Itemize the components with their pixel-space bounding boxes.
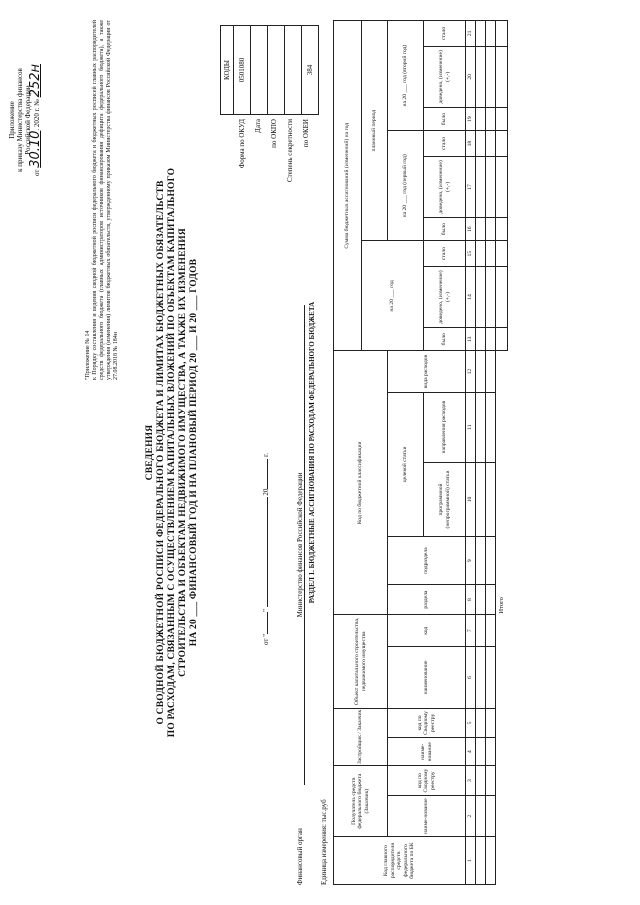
title-line-1: СВЕДЕНИЯ [145,424,155,481]
column-number-19: 19 [466,107,476,130]
table-cell [486,107,496,130]
date-year: 20 [262,488,270,496]
col-sum-header: Сумма бюджетных ассигнований (изменений) на год [334,21,362,351]
col-second-year: на 20 ___ год (второй год) [388,21,424,131]
table-cell [486,615,496,647]
col-vid: вида расходов [388,351,466,392]
table-cell [476,131,486,157]
col-object-name: наименование [388,647,466,708]
column-number-10: 10 [466,462,476,537]
table-cell [486,585,496,615]
col-main-code: Код главного распорядителя средств федерального бюджета по БК [334,837,466,885]
col-object-code: код [388,615,466,647]
col-recipient: Получатель средств федерального бюджета (Заказчик) [334,766,388,837]
table-cell [476,351,486,392]
table-cell [476,46,486,107]
column-number-21: 21 [466,21,476,47]
appendix14-title: "Приложение № 14 [85,330,91,380]
table-cell [486,837,496,885]
title-line-3: ПО РАСХОДАМ, СВЯЗАННЫМ С ОСУЩЕСТВЛЕНИЕМ КАПИТАЛЬНЫХ ВЛОЖЕНИЙ ПО ОБЪЕКТАМ КАПИТАЛЬНОГО [167,167,177,738]
order-date-handwritten: 30.10 [28,130,43,168]
table-cell [486,766,496,796]
column-number-4: 4 [466,738,476,766]
column-number-11: 11 [466,392,476,462]
order-line: к приказу Министерства финансов [16,68,24,172]
table-cell [486,537,496,585]
table-cell [476,615,486,647]
order-date-prefix: от [33,169,41,177]
codes-header: КОДЫ [221,26,234,115]
code-okud: 0501080 [234,26,251,115]
code-date [251,26,268,115]
col-bk-code: Код по бюджетной классификации [334,351,388,615]
table-cell [486,266,496,327]
col-y2-was: было [424,107,466,130]
table-cell [486,46,496,107]
column-number-17: 17 [466,156,476,217]
table-cell [486,328,496,351]
col-podrazdel: подраздела [388,537,466,585]
table-cell [486,218,496,241]
col-y2-became: стало [424,21,466,47]
column-number-20: 20 [466,46,476,107]
table-cell [476,462,486,537]
appendix-label: Приложение [8,101,16,139]
table-cell [486,392,496,462]
title-line-2: О СВОДНОЙ БЮДЖЕТНОЙ РОСПИСИ ФЕДЕРАЛЬНОГО БЮДЖЕТА И ЛИМИТАХ БЮДЖЕТНЫХ ОБЯЗАТЕЛЬСТВ [156,180,166,725]
date-prefix: от " [262,633,270,645]
label-okpo: по ОКПО [270,119,278,148]
col-recipient-code: код по Сводному реестру [388,766,466,796]
appendix14-block [85,20,120,380]
column-number-7: 7 [466,615,476,647]
col-program: программной (непрограммной) статьи [424,462,466,537]
col-object: Объект капитального строительства, недвижимого имущества [334,615,388,708]
table-cell [476,392,486,462]
date-line [262,285,270,645]
col-first-year: на 20 ___ год (первый год) [388,131,424,241]
table-cell [476,708,486,738]
col-y1-became: стало [424,131,466,157]
document-title [145,20,200,885]
column-numbers-row [466,21,476,885]
col-razdel: раздела [388,585,466,615]
table-cell [486,21,496,47]
fin-organ-value: Министерство финансов Российской Федерации [296,305,305,785]
table-cell [476,766,486,796]
title-line-4: СТРОИТЕЛЬСТВА И ОБЪЕКТАМ НЕДВИЖИМОГО ИМУЩЕСТВА, А ТАКЖЕ ИХ ИЗМЕНЕНИЯ [178,228,188,677]
code-okei: 384 [302,26,319,115]
table-cell [476,738,486,766]
date-suffix: г. [262,452,270,457]
col-y0-was: было [424,328,466,351]
codes-labels [234,119,314,215]
col-developer-name: наиме-нование [388,738,466,766]
column-number-15: 15 [466,241,476,267]
col-developer: Застройщик / Заказчик [334,708,388,766]
table-cell [476,837,486,885]
order-year: . 2020 г. № [33,99,41,131]
table-cell [486,647,496,708]
main-table [333,20,508,885]
column-number-3: 3 [466,766,476,796]
date-mid: " [262,609,270,612]
column-number-13: 13 [466,328,476,351]
table-cell [476,266,486,327]
table-cell [486,738,496,766]
table-cell [486,131,496,157]
column-number-9: 9 [466,537,476,585]
table-cell [486,351,496,392]
table-row [486,21,496,885]
fin-organ-label: Финансовый орган [296,828,304,885]
table-cell [476,647,486,708]
column-number-18: 18 [466,131,476,157]
table-cell [486,241,496,267]
col-target: целевой статьи [388,392,424,537]
appendix14-text: к Порядку составления и ведения сводной бюджетной росписи федерального бюджета и бюджетных росписей главных распорядителей средств федерального бюджета (главных администраторов источников финансирования дефицита федерального бюджета), а также утверждения (изменения) лимитов бюджетных обязательств, утвержденному приказом Министерства финансов Российской Федерации от 27.08.2018 № 184н [92,20,119,380]
table-cell [476,218,486,241]
col-y0-became: стало [424,241,466,267]
unit-label: Единица измерения: тыс.руб [320,799,328,885]
column-number-6: 6 [466,647,476,708]
col-y1-was: было [424,218,466,241]
table-cell [476,107,486,130]
column-number-8: 8 [466,585,476,615]
column-number-12: 12 [466,351,476,392]
label-okei: по ОКЕИ [302,119,310,148]
order-number-handwritten: 252н [28,64,43,98]
table-cell [476,328,486,351]
title-line-5: НА 20 ___ ФИНАНСОВЫЙ ГОД И НА ПЛАНОВЫЙ ПЕРИОД 20 ___ И 20 ___ ГОДОВ [189,258,199,647]
code-okpo [268,26,285,115]
col-y1-change: доведено, (изменение) (+,-) [424,156,466,217]
label-date: Дата [254,119,262,133]
table-cell [476,537,486,585]
table-cell [476,796,486,837]
label-okud: Форма по ОКУД [238,119,246,169]
column-number-1: 1 [466,837,476,885]
table-cell [476,585,486,615]
table-cell [486,156,496,217]
federation-line: Российской Федерации [24,85,32,155]
total-row [496,21,508,885]
code-secrecy [285,26,302,115]
label-secrecy: Степень секретности [286,119,294,182]
table-cell [486,708,496,738]
codes-table [220,25,319,115]
table-cell [486,796,496,837]
col-plan-period: плановый период [362,21,388,241]
col-developer-code: код по Сводному реестру [388,708,466,738]
table-cell [476,21,486,47]
table-cell [486,462,496,537]
column-number-5: 5 [466,708,476,738]
table-row [476,21,486,885]
total-label: Итого [497,597,505,614]
col-y0-change: доведено, (изменение) (+,-) [424,266,466,327]
col-year: на 20 ___ год [362,241,424,351]
section-title: РАЗДЕЛ 1. БЮДЖЕТНЫЕ АССИГНОВАНИЯ ПО РАСХОДАМ ФЕДЕРАЛЬНОГО БЮДЖЕТА [308,301,316,604]
column-number-14: 14 [466,266,476,327]
column-number-2: 2 [466,796,476,837]
col-y2-change: доведено, (изменение) (+,-) [424,46,466,107]
table-cell [476,241,486,267]
order-reference [8,25,41,215]
col-direction: направления расходов [424,392,466,462]
column-number-16: 16 [466,218,476,241]
table-cell [476,156,486,217]
col-recipient-name: наиме-нование [388,796,466,837]
